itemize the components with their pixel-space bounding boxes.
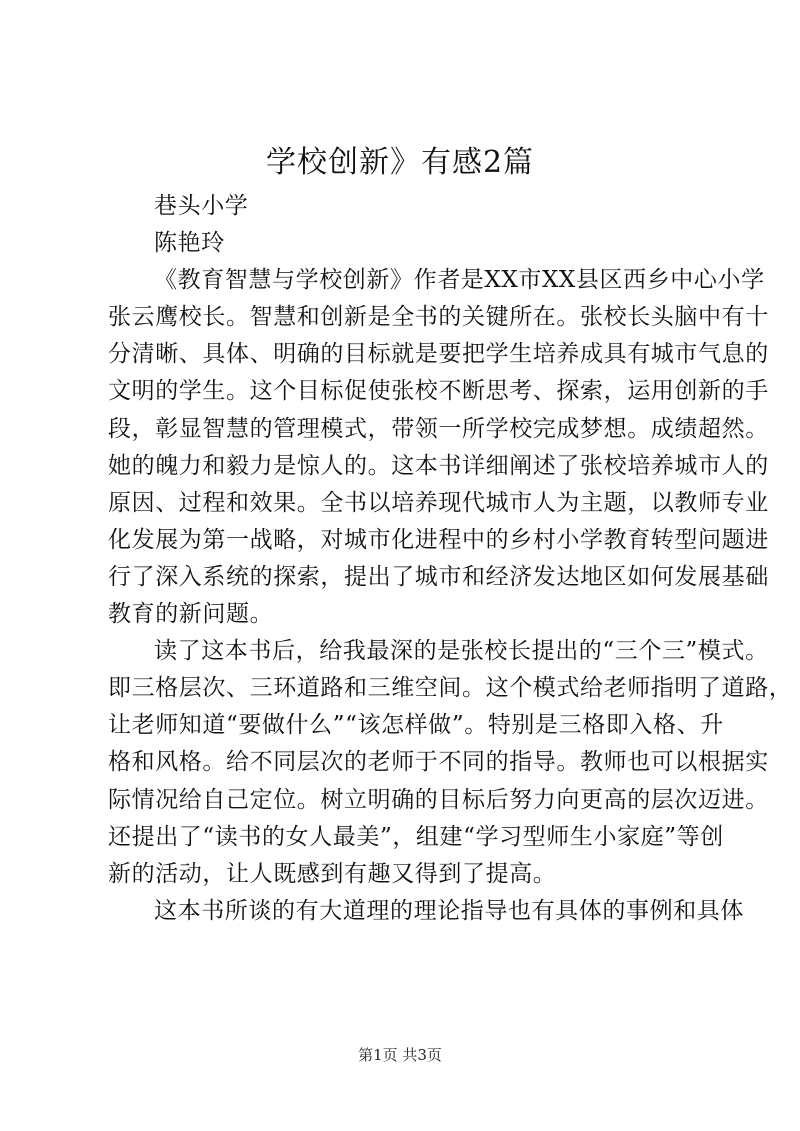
paragraph-line: 即三格层次、三环道路和三维空间。这个模式给老师指明了道路， xyxy=(108,675,793,702)
paragraph-line: 际情况给自己定位。树立明确的目标后努力向更高的层次迈进。 xyxy=(108,786,769,813)
author-name: 陈艳玲 xyxy=(154,230,225,257)
paragraph-line: 读了这本书后，给我最深的是张校长提出的“三个三”模式。 xyxy=(154,638,769,665)
paragraph-line: 新的活动，让人既感到有趣又得到了提高。 xyxy=(108,860,557,887)
paragraph-line: 张云鹰校长。智慧和创新是全书的关键所在。张校长头脑中有十 xyxy=(108,304,769,331)
paragraph-3 xyxy=(108,893,744,930)
paragraph-line: 这本书所谈的有大道理的理论指导也有具体的事例和具体 xyxy=(154,897,744,924)
document-title: 学校创新》有感2篇 xyxy=(265,145,535,180)
paragraph-line: 分清晰、具体、明确的目标就是要把学生培养成具有城市气息的 xyxy=(108,341,769,368)
paragraph-line: 教育的新问题。 xyxy=(108,601,274,628)
school-name: 巷头小学 xyxy=(154,193,249,219)
paragraph-line: 段，彰显智慧的管理模式，带领一所学校完成梦想。成绩超然。 xyxy=(108,415,769,442)
paragraph-line: 《教育智慧与学校创新》作者是XX市XX县区西乡中心小学 xyxy=(154,267,765,294)
document-body xyxy=(108,188,793,930)
paragraph-2 xyxy=(108,633,793,893)
paragraph-1 xyxy=(108,262,769,633)
paragraph-line: 化发展为第一战略，对城市化进程中的乡村小学教育转型问题进 xyxy=(108,526,769,553)
paragraph-line: 格和风格。给不同层次的老师于不同的指导。教师也可以根据实 xyxy=(108,749,769,776)
paragraph-line: 行了深入系统的探索，提出了城市和经济发达地区如何发展基础 xyxy=(108,563,769,590)
page-footer: 第1页 共3页 xyxy=(358,1046,442,1064)
paragraph-line: 文明的学生。这个目标促使张校不断思考、探索，运用创新的手 xyxy=(108,378,769,405)
paragraph-line: 原因、过程和效果。全书以培养现代城市人为主题，以教师专业 xyxy=(108,489,769,516)
paragraph-line: 她的魄力和毅力是惊人的。这本书详细阐述了张校培养城市人的 xyxy=(108,452,769,479)
paragraph-line: 还提出了“读书的女人最美”，组建“学习型师生小家庭”等创 xyxy=(108,823,724,850)
paragraph-line: 让老师知道“要做什么”“该怎样做”。特别是三格即入格、升 xyxy=(108,712,724,739)
